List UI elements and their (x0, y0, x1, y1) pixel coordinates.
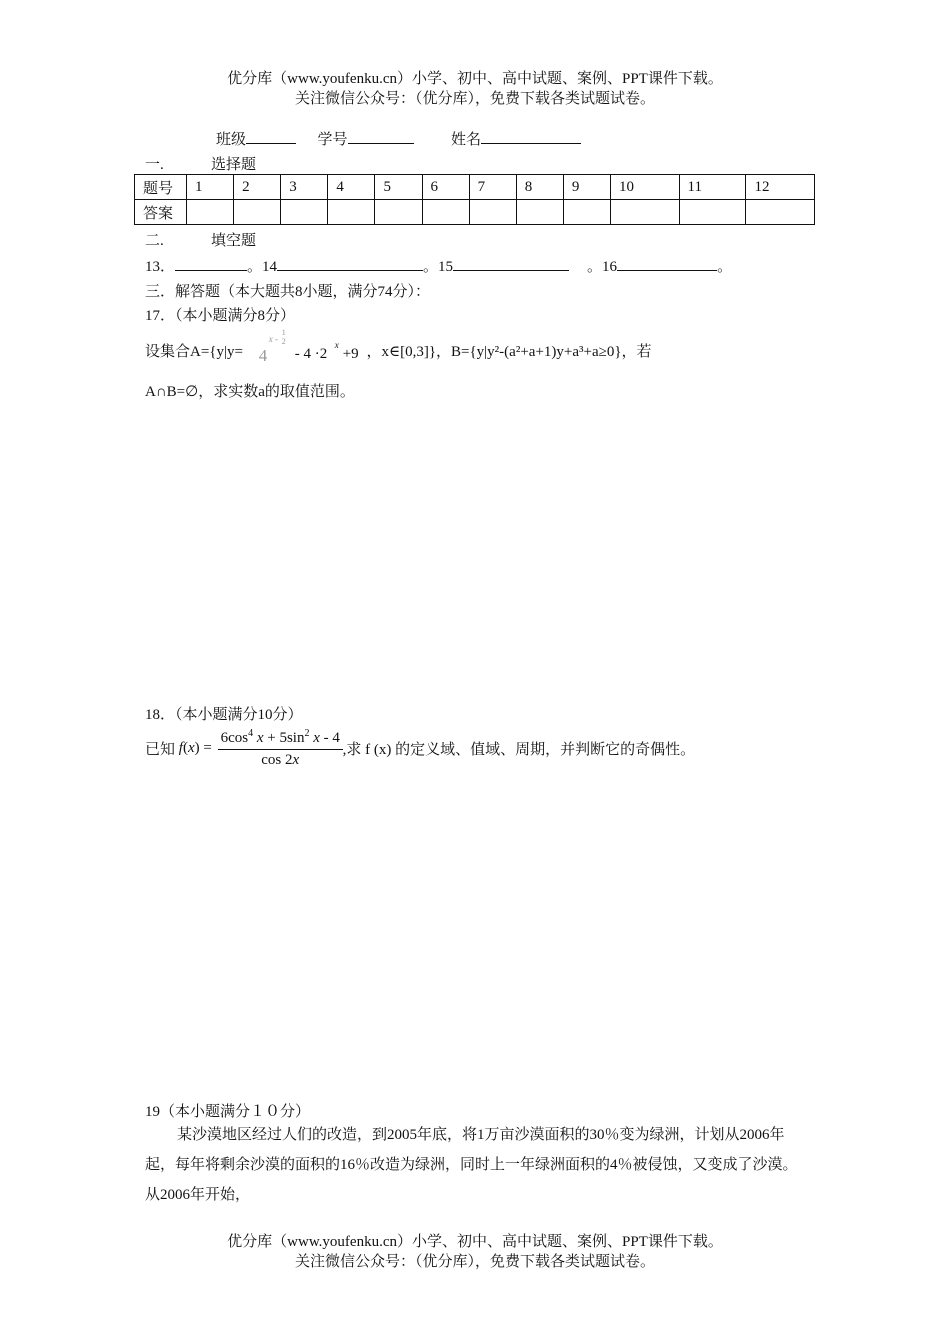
table-row (135, 200, 815, 225)
row-label: 答案 (135, 200, 187, 225)
q19-header: 19（本小题满分１０分） (145, 1104, 311, 1120)
q17-text-b: ，x∈[0,3]}，B={y|y²-(a²+a+1)y+a³+a≥0}，若 (366, 344, 652, 360)
answer-cell[interactable] (375, 200, 422, 225)
student-info (216, 128, 581, 149)
question-number: 1 (187, 175, 234, 200)
answer-cell[interactable] (281, 200, 328, 225)
question-number: 10 (610, 175, 679, 200)
name-blank (481, 129, 581, 144)
q15-label: 。15 (423, 259, 454, 275)
footer-line-2: 关注微信公众号：（优分库），免费下载各类试题试卷。 (294, 1254, 655, 1270)
answer-cell[interactable] (328, 200, 375, 225)
header-line-2: 关注微信公众号：（优分库），免费下载各类试题试卷。 (294, 91, 655, 107)
q18-header: 18．（本小题满分10分） (145, 707, 303, 723)
answer-cell[interactable] (610, 200, 679, 225)
footer-line-1: 优分库（www.youfenku.cn）小学、初中、高中试题、案例、PPT课件下载。 (227, 1234, 723, 1250)
q18-suffix: ,求 f (x) 的定义域、值域、周期，并判断它的奇偶性。 (342, 742, 696, 758)
q17-text-c: A∩B=∅，求实数a的取值范围。 (145, 384, 355, 400)
id-label: 学号 (317, 132, 348, 148)
answer-cell[interactable] (234, 200, 281, 225)
q17-formula: 4 x - 1 2 - 4 ·2 x +9 (258, 328, 359, 365)
q18-fraction (218, 728, 343, 769)
answer-cell[interactable] (516, 200, 563, 225)
table-row (135, 175, 815, 200)
q13-label: 13． (145, 259, 176, 275)
question-number: 4 (328, 175, 375, 200)
q17-line (145, 328, 652, 365)
answer-cell[interactable] (746, 200, 815, 225)
answer-cell[interactable] (679, 200, 746, 225)
q18-line (145, 728, 695, 769)
question-number: 7 (469, 175, 516, 200)
section1-title: 选择题 (211, 157, 257, 173)
answer-cell[interactable] (187, 200, 234, 225)
q19-body-block (145, 1120, 809, 1210)
section3-title: 三．解答题（本大题共8小题，满分74分）： (145, 284, 431, 300)
answer-cell[interactable] (563, 200, 610, 225)
q14-label: 。14 (247, 259, 278, 275)
header-line-1: 优分库（www.youfenku.cn）小学、初中、高中试题、案例、PPT课件下载。 (227, 71, 723, 87)
class-blank (246, 129, 296, 144)
id-blank (348, 129, 414, 144)
question-number: 9 (563, 175, 610, 200)
q17-header: 17．（本小题满分8分） (145, 308, 296, 324)
q18-fx: f(x) = (178, 740, 212, 756)
section2-title: 填空题 (211, 233, 257, 249)
q14-blank[interactable] (277, 256, 423, 271)
question-number: 8 (516, 175, 563, 200)
section2-num: 二. (145, 233, 164, 249)
question-number: 3 (281, 175, 328, 200)
question-number: 5 (375, 175, 422, 200)
q19-body: 某沙漠地区经过人们的改造，到2005年底，将1万亩沙漠面积的30％变为绿洲，计划从2006年起，每年将剩余沙漠的面积的16％改造为绿洲，同时上一年绿洲面积的4％被侵蚀，又变成了沙漠。从2006年开始， (145, 1127, 798, 1203)
q18-prefix: 已知 (145, 742, 176, 758)
question-number: 2 (234, 175, 281, 200)
question-number: 11 (679, 175, 746, 200)
question-number: 6 (422, 175, 469, 200)
q17-text-a: 设集合A={y|y= (145, 344, 243, 360)
question-number: 12 (746, 175, 815, 200)
section1-num: 一. (145, 157, 164, 173)
q16-blank[interactable] (617, 256, 717, 271)
q15-blank[interactable] (453, 256, 569, 271)
q18-numerator: $6\cos^4$ $x + 5\sin^2$ x - 4 (218, 728, 343, 750)
name-label: 姓名 (451, 132, 482, 148)
row-label: 题号 (135, 175, 187, 200)
q13-blank[interactable] (175, 256, 247, 271)
class-label: 班级 (216, 132, 247, 148)
q16-label: 。16 (587, 259, 618, 275)
q16-end: 。 (717, 259, 733, 275)
fill-blanks-line (145, 255, 732, 276)
answer-table (134, 174, 815, 225)
q18-denominator: cos 2x (261, 752, 300, 768)
answer-cell[interactable] (422, 200, 469, 225)
answer-cell[interactable] (469, 200, 516, 225)
